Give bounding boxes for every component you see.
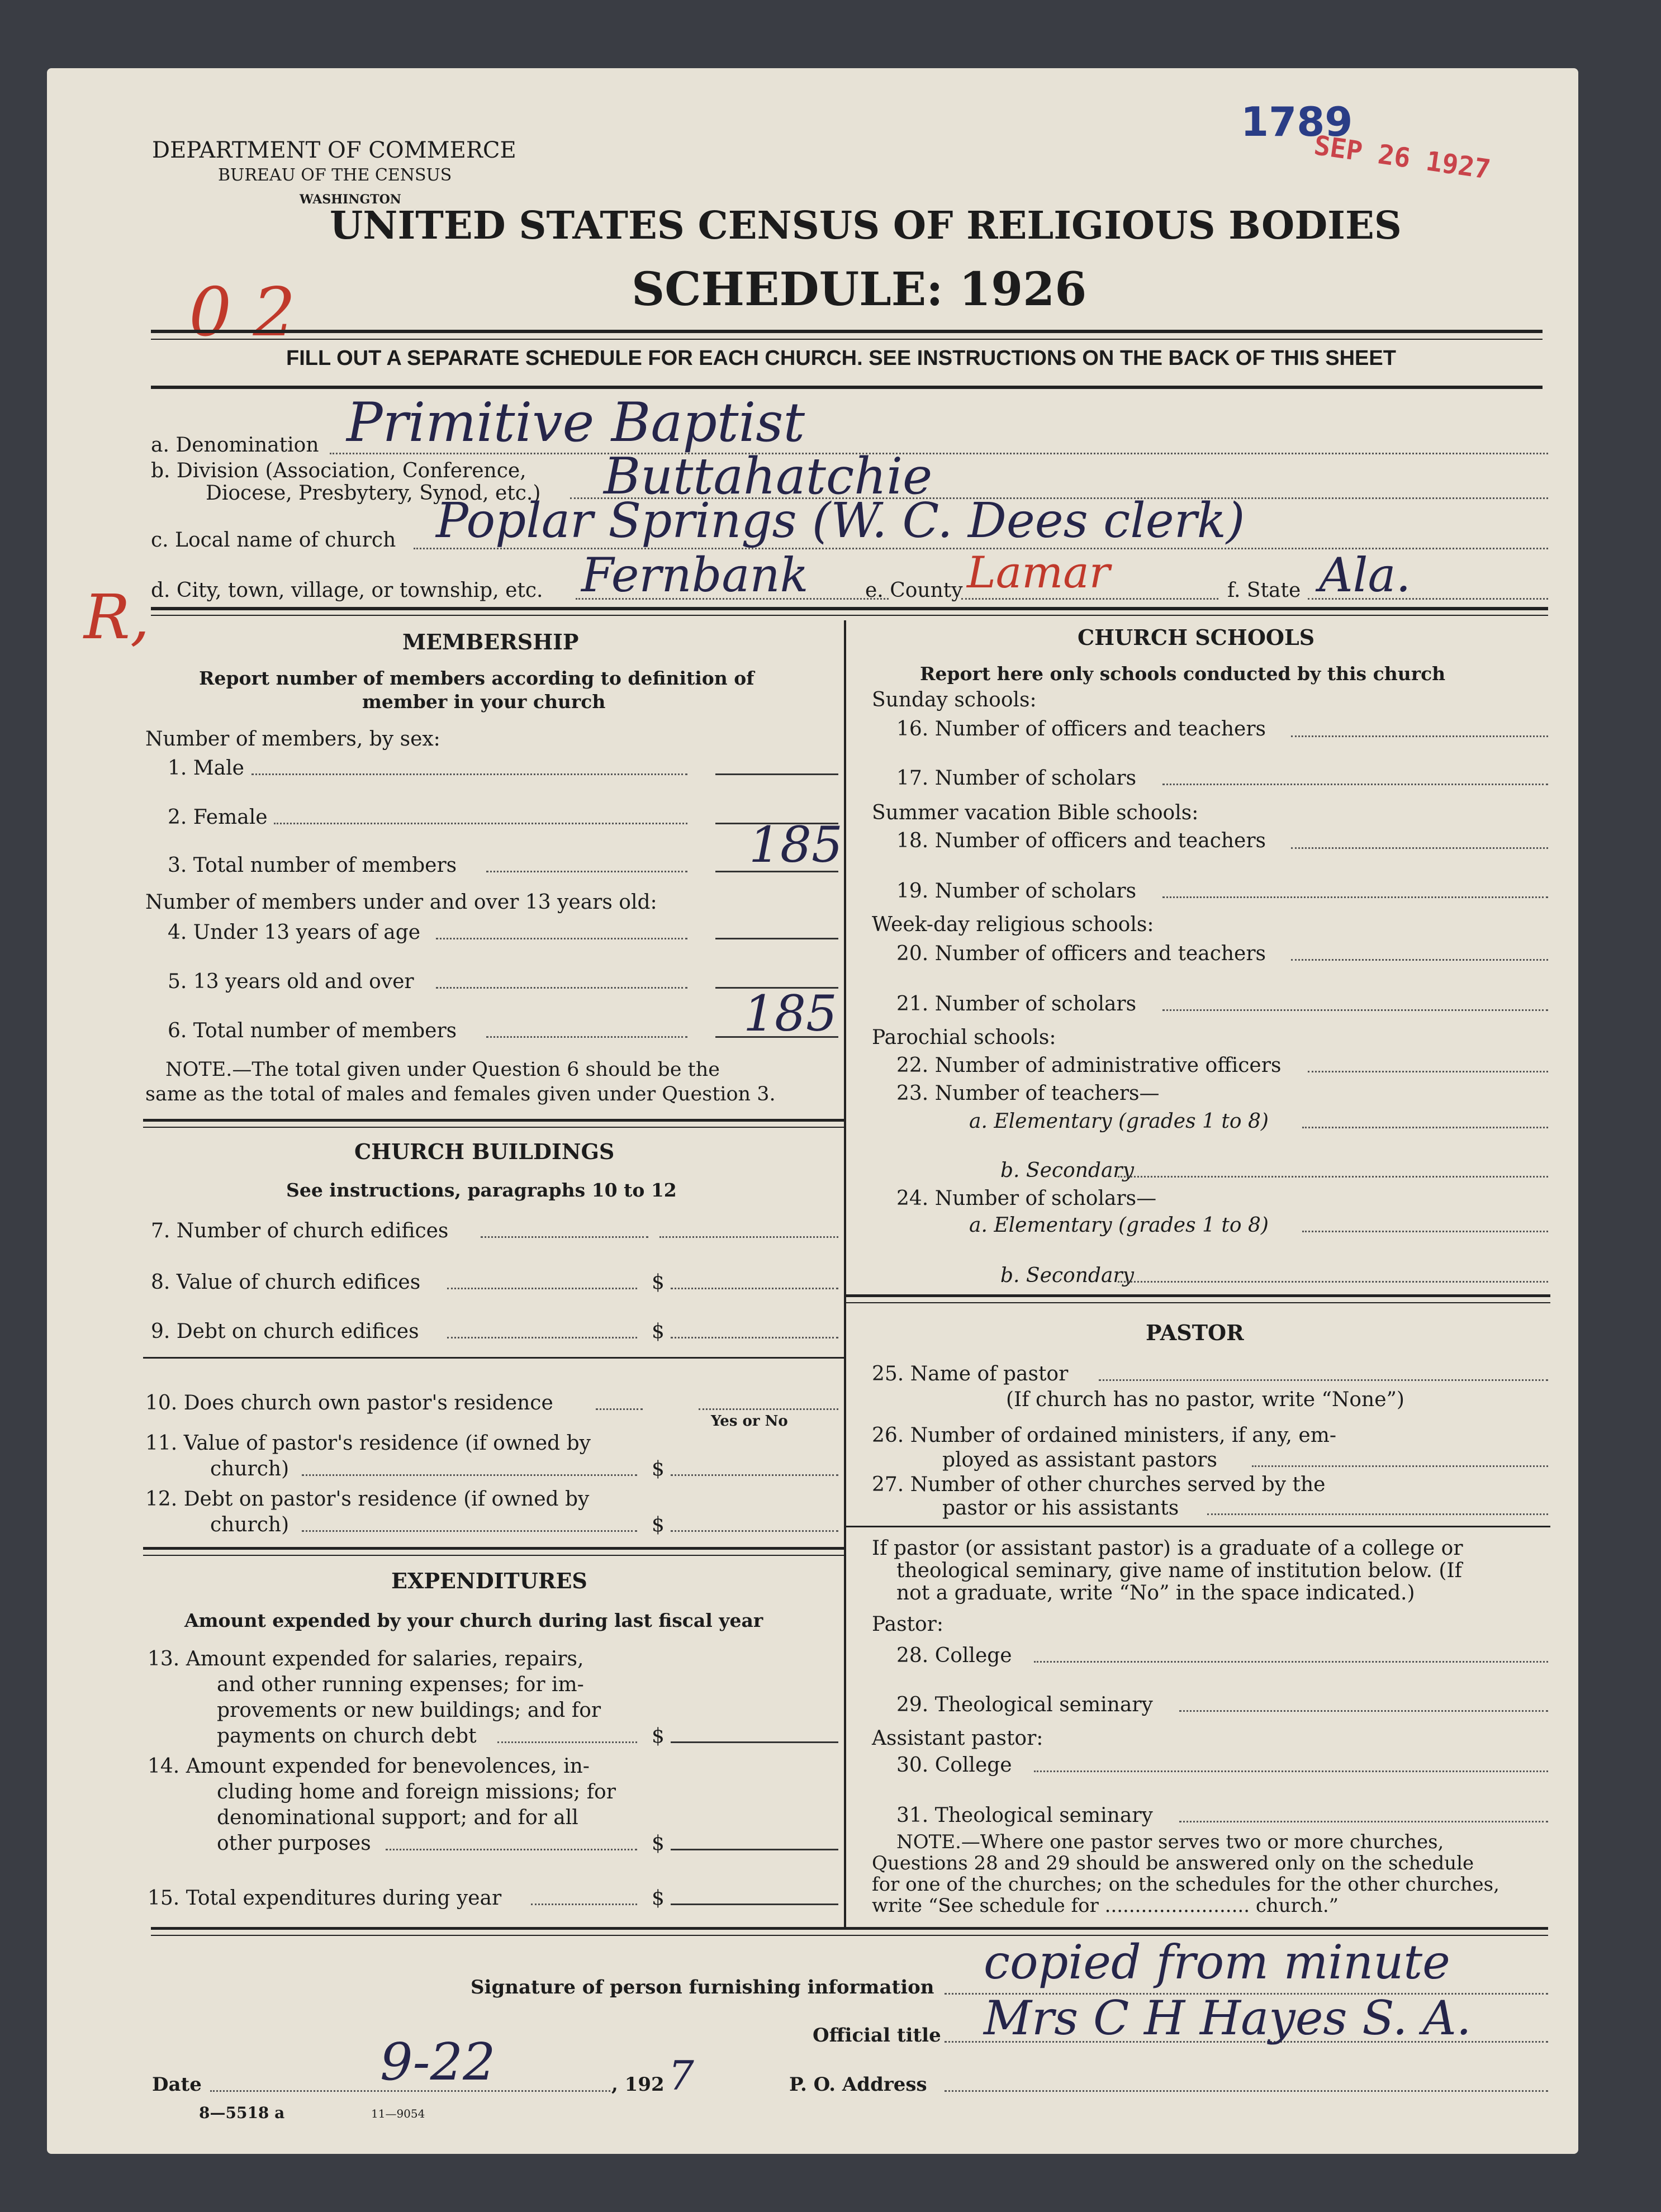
local-name-label: c. Local name of church bbox=[151, 529, 396, 552]
q30-line[interactable] bbox=[1034, 1770, 1548, 1772]
county-value[interactable]: Lamar bbox=[967, 548, 1111, 598]
q27-label-1: 27. Number of other churches served by the bbox=[872, 1473, 1326, 1496]
q6-line bbox=[486, 1036, 687, 1038]
q24a-line[interactable] bbox=[1302, 1231, 1548, 1232]
graduate-intro-2: theological seminary, give name of institution below. (If bbox=[896, 1559, 1462, 1582]
instruction-banner: FILL OUT A SEPARATE SCHEDULE FOR EACH CHURCH. SEE INSTRUCTIONS ON THE BACK OF THIS SHEET bbox=[286, 346, 1396, 370]
expenditures-heading: EXPENDITURES bbox=[391, 1568, 587, 1593]
mark-r: R, bbox=[84, 581, 150, 653]
schedule-title: SCHEDULE: 1926 bbox=[632, 263, 1087, 316]
pastor-note-2: Questions 28 and 29 should be answered only on the schedule bbox=[872, 1852, 1474, 1874]
q25-note: (If church has no pastor, write “None”) bbox=[1006, 1388, 1404, 1411]
year-printed: , 192 bbox=[611, 2073, 665, 2096]
q13-label-3: provements or new buildings; and for bbox=[217, 1699, 601, 1722]
q10-label: 10. Does church own pastor's residence bbox=[145, 1392, 553, 1414]
q21-line[interactable] bbox=[1162, 1009, 1548, 1011]
q29-line[interactable] bbox=[1179, 1710, 1548, 1712]
q23a-label: a. Elementary (grades 1 to 8) bbox=[969, 1110, 1269, 1133]
q11-answer-line[interactable] bbox=[671, 1474, 838, 1476]
q27-label-2: pastor or his assistants bbox=[942, 1497, 1179, 1520]
official-title-value[interactable]: Mrs C H Hayes S. A. bbox=[984, 1991, 1472, 2045]
q24b-line[interactable] bbox=[1118, 1281, 1548, 1283]
q15-label: 15. Total expenditures during year bbox=[148, 1887, 502, 1910]
q6-total-label: 6. Total number of members bbox=[168, 1019, 457, 1042]
q22-line[interactable] bbox=[1308, 1071, 1548, 1072]
q12-dollar: $ bbox=[652, 1513, 665, 1536]
q1-male-label: 1. Male bbox=[168, 757, 244, 780]
state-value[interactable]: Ala. bbox=[1319, 548, 1411, 602]
division-label-1: b. Division (Association, Conference, bbox=[151, 459, 526, 482]
expenditures-subtitle: Amount expended by your church during last fiscal year bbox=[184, 1610, 763, 1631]
form-title: UNITED STATES CENSUS OF RELIGIOUS BODIES bbox=[330, 203, 1402, 248]
q13-line bbox=[497, 1741, 637, 1743]
q13-label-4: payments on church debt bbox=[217, 1725, 477, 1748]
date-label: Date bbox=[152, 2073, 202, 2096]
q31-line[interactable] bbox=[1179, 1821, 1548, 1822]
q23-label: 23. Number of teachers— bbox=[896, 1082, 1160, 1105]
q20-label: 20. Number of officers and teachers bbox=[896, 942, 1266, 965]
summer-schools-label: Summer vacation Bible schools: bbox=[872, 801, 1199, 824]
po-address-line[interactable] bbox=[945, 2090, 1548, 2092]
q19-label: 19. Number of scholars bbox=[896, 880, 1137, 903]
division-label-2: Diocese, Presbytery, Synod, etc.) bbox=[206, 482, 541, 505]
q7-label: 7. Number of church edifices bbox=[151, 1219, 449, 1242]
graduate-intro-1: If pastor (or assistant pastor) is a graduate of a college or bbox=[872, 1537, 1463, 1560]
q24b-label: b. Secondary bbox=[1000, 1264, 1134, 1287]
q14-dollar: $ bbox=[652, 1832, 665, 1855]
buildings-rule-2 bbox=[143, 1555, 844, 1556]
q9-label: 9. Debt on church edifices bbox=[151, 1320, 419, 1343]
buildings-rule-1 bbox=[143, 1547, 844, 1550]
yes-no-hint: Yes or No bbox=[711, 1413, 788, 1430]
mark-02: 0 2 bbox=[189, 274, 296, 352]
pastor-mid-rule bbox=[846, 1526, 1550, 1527]
county-label: e. County bbox=[865, 579, 963, 602]
membership-rule-1 bbox=[143, 1119, 844, 1122]
state-label: f. State bbox=[1227, 579, 1301, 602]
q7-answer-line[interactable] bbox=[659, 1236, 838, 1238]
q10-answer-line[interactable] bbox=[699, 1408, 838, 1410]
year-value[interactable]: 7 bbox=[668, 2052, 694, 2099]
signature-value[interactable]: copied from minute bbox=[984, 1935, 1450, 1990]
denomination-value[interactable]: Primitive Baptist bbox=[347, 391, 805, 454]
q14-label-3: denominational support; and for all bbox=[217, 1806, 578, 1829]
q7-line bbox=[481, 1236, 648, 1238]
bureau-label: BUREAU OF THE CENSUS bbox=[218, 165, 452, 185]
county-line bbox=[961, 598, 1218, 600]
q27-line[interactable] bbox=[1207, 1513, 1548, 1515]
header-rule-3 bbox=[151, 386, 1543, 389]
q16-line[interactable] bbox=[1291, 735, 1548, 737]
parochial-schools-label: Parochial schools: bbox=[872, 1026, 1056, 1049]
q9-answer-line[interactable] bbox=[671, 1337, 838, 1338]
q11-dollar: $ bbox=[652, 1458, 665, 1480]
q23b-line[interactable] bbox=[1118, 1176, 1548, 1178]
q13-label-1: 13. Amount expended for salaries, repairs, bbox=[148, 1648, 584, 1670]
members-by-sex-label: Number of members, by sex: bbox=[145, 728, 440, 751]
q10-line bbox=[596, 1408, 643, 1410]
q11-label-1: 11. Value of pastor's residence (if owned by bbox=[145, 1432, 591, 1455]
q13-answer-line[interactable] bbox=[671, 1741, 838, 1743]
q21-label: 21. Number of scholars bbox=[896, 993, 1137, 1015]
buildings-subtitle: See instructions, paragraphs 10 to 12 bbox=[286, 1179, 677, 1201]
q9-line bbox=[447, 1337, 637, 1338]
q12-label-1: 12. Debt on pastor's residence (if owned by bbox=[145, 1488, 590, 1511]
q3-line bbox=[486, 871, 687, 872]
q14-label-4: other purposes bbox=[217, 1832, 371, 1855]
q26-label-1: 26. Number of ordained ministers, if any, em- bbox=[872, 1424, 1336, 1447]
q9-dollar: $ bbox=[652, 1320, 665, 1343]
q17-label: 17. Number of scholars bbox=[896, 767, 1137, 790]
q15-dollar: $ bbox=[652, 1887, 665, 1910]
pastor-note-4: write “See schedule for ........................ church.” bbox=[872, 1895, 1339, 1917]
pastor-heading: PASTOR bbox=[1146, 1320, 1244, 1345]
q1-line bbox=[251, 773, 687, 775]
membership-rule-2 bbox=[143, 1127, 844, 1128]
pastor-note-3: for one of the churches; on the schedules for the other churches, bbox=[872, 1873, 1499, 1896]
q8-dollar: $ bbox=[652, 1271, 665, 1294]
city-label: WASHINGTON bbox=[300, 192, 401, 207]
buildings-heading: CHURCH BUILDINGS bbox=[354, 1139, 615, 1164]
q23b-label: b. Secondary bbox=[1000, 1159, 1134, 1182]
q5-line bbox=[436, 987, 687, 989]
sunday-schools-label: Sunday schools: bbox=[872, 689, 1037, 711]
q14-label-2: cluding home and foreign missions; for bbox=[217, 1781, 616, 1803]
q6-value[interactable]: 185 bbox=[743, 985, 837, 1042]
q5-over13-label: 5. 13 years old and over bbox=[168, 970, 414, 993]
q2-female-label: 2. Female bbox=[168, 806, 268, 829]
q25-line[interactable] bbox=[1099, 1379, 1548, 1381]
header-rule-1 bbox=[151, 330, 1543, 333]
city-town-label: d. City, town, village, or township, etc. bbox=[151, 579, 543, 602]
assistant-pastor-label: Assistant pastor: bbox=[872, 1727, 1043, 1750]
q14-label-1: 14. Amount expended for benevolences, in- bbox=[148, 1755, 590, 1778]
q15-line bbox=[531, 1904, 637, 1905]
q28-label: 28. College bbox=[896, 1644, 1012, 1667]
membership-intro-1: Report number of members according to definition of bbox=[199, 667, 754, 689]
q15-answer-line[interactable] bbox=[671, 1904, 838, 1905]
q12-answer-line[interactable] bbox=[671, 1530, 838, 1532]
membership-note-2: same as the total of males and females given under Question 3. bbox=[145, 1083, 776, 1105]
pastor-label: Pastor: bbox=[872, 1613, 944, 1636]
schools-rule-1 bbox=[846, 1294, 1550, 1297]
buildings-mid-rule bbox=[143, 1357, 844, 1359]
print-number: 11—9054 bbox=[371, 2107, 425, 2120]
membership-intro-2: member in your church bbox=[362, 691, 606, 713]
pastor-note-1: NOTE.—Where one pastor serves two or more churches, bbox=[896, 1831, 1444, 1853]
q29-label: 29. Theological seminary bbox=[896, 1693, 1153, 1716]
q11-line bbox=[302, 1474, 637, 1476]
weekday-schools-label: Week-day religious schools: bbox=[872, 913, 1154, 936]
identity-rule-2 bbox=[151, 615, 1548, 616]
q14-line bbox=[386, 1849, 637, 1850]
schools-subtitle: Report here only schools conducted by this church bbox=[920, 663, 1446, 685]
q17-line[interactable] bbox=[1162, 784, 1548, 785]
local-name-value[interactable]: Poplar Springs (W. C. Dees clerk) bbox=[436, 493, 1245, 549]
q1-answer-line[interactable] bbox=[715, 773, 838, 775]
identity-rule-1 bbox=[151, 607, 1548, 610]
membership-note-1: NOTE.—The total given under Question 6 should be the bbox=[165, 1058, 720, 1081]
schools-rule-2 bbox=[846, 1302, 1550, 1303]
po-address-label: P. O. Address bbox=[789, 2073, 927, 2096]
q18-label: 18. Number of officers and teachers bbox=[896, 829, 1266, 852]
footer-rule-1 bbox=[151, 1927, 1548, 1930]
q8-line bbox=[447, 1288, 637, 1289]
graduate-intro-3: not a graduate, write “No” in the space indicated.) bbox=[896, 1582, 1415, 1605]
official-title-label: Official title bbox=[813, 2024, 941, 2047]
q26-label-2: ployed as assistant pastors bbox=[942, 1449, 1217, 1471]
q8-answer-line[interactable] bbox=[671, 1288, 838, 1289]
stamp-date: SEP 26 1927 bbox=[1312, 130, 1493, 186]
q24-label: 24. Number of scholars— bbox=[896, 1187, 1157, 1210]
q11-label-2: church) bbox=[210, 1458, 290, 1480]
q2-line bbox=[274, 823, 687, 824]
denomination-label: a. Denomination bbox=[151, 434, 319, 457]
date-value[interactable]: 9-22 bbox=[380, 2032, 496, 2092]
q4-under13-label: 4. Under 13 years of age bbox=[168, 921, 421, 944]
q31-label: 31. Theological seminary bbox=[896, 1804, 1153, 1827]
q25-label: 25. Name of pastor bbox=[872, 1363, 1069, 1385]
membership-heading: MEMBERSHIP bbox=[402, 629, 579, 654]
q22-label: 22. Number of administrative officers bbox=[896, 1054, 1282, 1077]
q13-dollar: $ bbox=[652, 1725, 665, 1748]
q28-line[interactable] bbox=[1034, 1661, 1548, 1663]
header-rule-2 bbox=[151, 339, 1543, 340]
q3-total-label: 3. Total number of members bbox=[168, 854, 457, 877]
q20-line[interactable] bbox=[1291, 959, 1548, 961]
q16-label: 16. Number of officers and teachers bbox=[896, 718, 1266, 741]
q14-answer-line[interactable] bbox=[671, 1849, 838, 1850]
signature-label: Signature of person furnishing information bbox=[471, 1976, 934, 1999]
q19-line[interactable] bbox=[1162, 896, 1548, 898]
q4-line bbox=[436, 938, 687, 939]
q8-label: 8. Value of church edifices bbox=[151, 1271, 421, 1294]
q18-line[interactable] bbox=[1291, 847, 1548, 849]
city-town-value[interactable]: Fernbank bbox=[581, 548, 809, 602]
division-value[interactable]: Buttahatchie bbox=[604, 447, 933, 506]
q30-label: 30. College bbox=[896, 1754, 1012, 1777]
q4-answer-line[interactable] bbox=[715, 938, 838, 939]
schools-heading: CHURCH SCHOOLS bbox=[1078, 625, 1315, 650]
stamp-number: 1789 bbox=[1241, 98, 1353, 145]
members-by-age-label: Number of members under and over 13 years old: bbox=[145, 891, 657, 914]
form-number: 8—5518 a bbox=[199, 2104, 285, 2122]
q23a-line[interactable] bbox=[1302, 1127, 1548, 1128]
q13-label-2: and other running expenses; for im- bbox=[217, 1673, 584, 1696]
department-label: DEPARTMENT OF COMMERCE bbox=[152, 137, 516, 163]
column-divider bbox=[844, 620, 846, 1928]
q12-label-2: church) bbox=[210, 1513, 290, 1536]
q24a-label: a. Elementary (grades 1 to 8) bbox=[969, 1214, 1269, 1237]
q3-value[interactable]: 185 bbox=[749, 816, 843, 874]
q12-line bbox=[302, 1530, 637, 1532]
q26-line[interactable] bbox=[1252, 1465, 1548, 1467]
